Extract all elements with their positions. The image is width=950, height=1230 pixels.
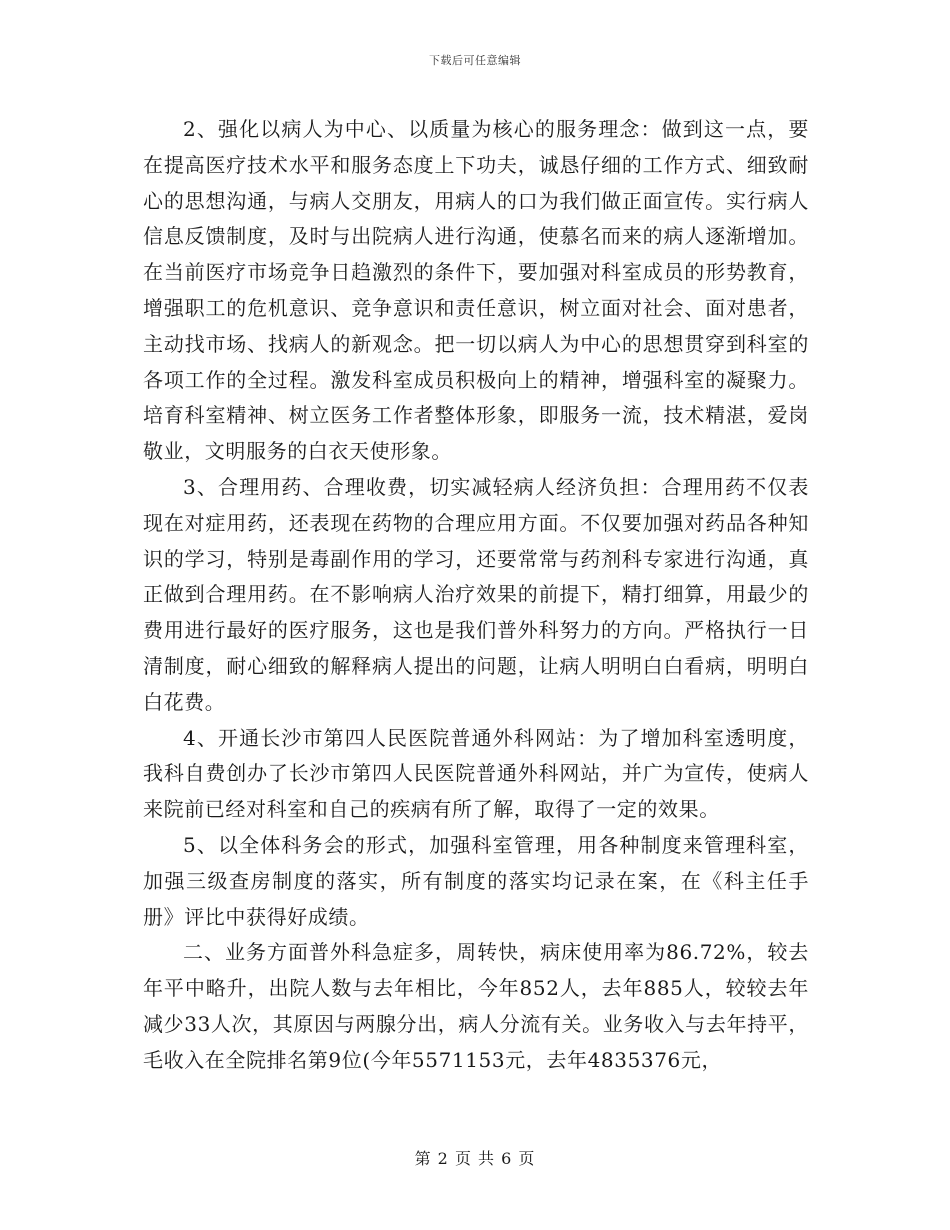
paragraph-management: 5、以全体科务会的形式，加强科室管理，用各种制度来管理科室，加强三级查房制度的落实，所有制度的落实均记录在案，在《科主任手册》评比中获得好成绩。	[143, 832, 809, 929]
paragraph-business: 二、业务方面普外科急症多，周转快，病床使用率为86.72%，较去年平中略升，出院人数与去年相比，今年852人，去年885人，较较去年减少33人次，其原因与两腺分出，病人分流有关。业务收入与去年持平，毛收入在全院排名第9位(今年5571153元，去年4835376元，	[143, 940, 809, 1072]
footer-prefix: 第	[414, 1149, 432, 1168]
document-body	[143, 112, 809, 1079]
paragraph-website: 4、开通长沙市第四人民医院普通外科网站：为了增加科室透明度，我科自费创办了长沙市第四人民医院普通外科网站，并广为宣传，使病人来院前已经对科室和自己的疾病有所了解，取得了一定的效果。	[143, 725, 809, 822]
paragraph-service-concept: 2、强化以病人为中心、以质量为核心的服务理念：做到这一点，要在提高医疗技术水平和服务态度上下功夫，诚恳仔细的工作方式、细致耐心的思想沟通，与病人交朋友，用病人的口为我们做正面宣传。实行病人信息反馈制度，及时与出院病人进行沟通，使慕名而来的病人逐渐增加。在当前医疗市场竞争日趋激烈的条件下，要加强对科室成员的形势教育，增强职工的危机意识、竞争意识和责任意识，树立面对社会、面对患者，主动找市场、找病人的新观念。把一切以病人为中心的思想贯穿到科室的各项工作的全过程。激发科室成员积极向上的精神，增强科室的凝聚力。培育科室精神、树立医务工作者整体形象，即服务一流，技术精湛，爱岗敬业，文明服务的白衣天使形象。	[143, 117, 809, 464]
page-footer	[0, 1146, 950, 1169]
paragraph-rational-medication: 3、合理用药、合理收费，切实减轻病人经济负担：合理用药不仅表现在对症用药，还表现在药物的合理应用方面。不仅要加强对药品各种知识的学习，特别是毒副作用的学习，还要常常与药剂科专家进行沟通，真正做到合理用药。在不影响病人治疗效果的前提下，精打细算，用最少的费用进行最好的医疗服务，这也是我们普外科努力的方向。严格执行一日清制度，耐心细致的解释病人提出的问题，让病人明明白白看病，明明白白花费。	[143, 474, 809, 714]
footer-suffix: 页	[518, 1149, 536, 1168]
footer-middle: 页 共	[454, 1149, 496, 1168]
page-header: 下载后可任意编辑	[429, 54, 521, 67]
footer-total-pages: 6	[501, 1149, 513, 1168]
footer-page-number: 2	[437, 1149, 449, 1168]
